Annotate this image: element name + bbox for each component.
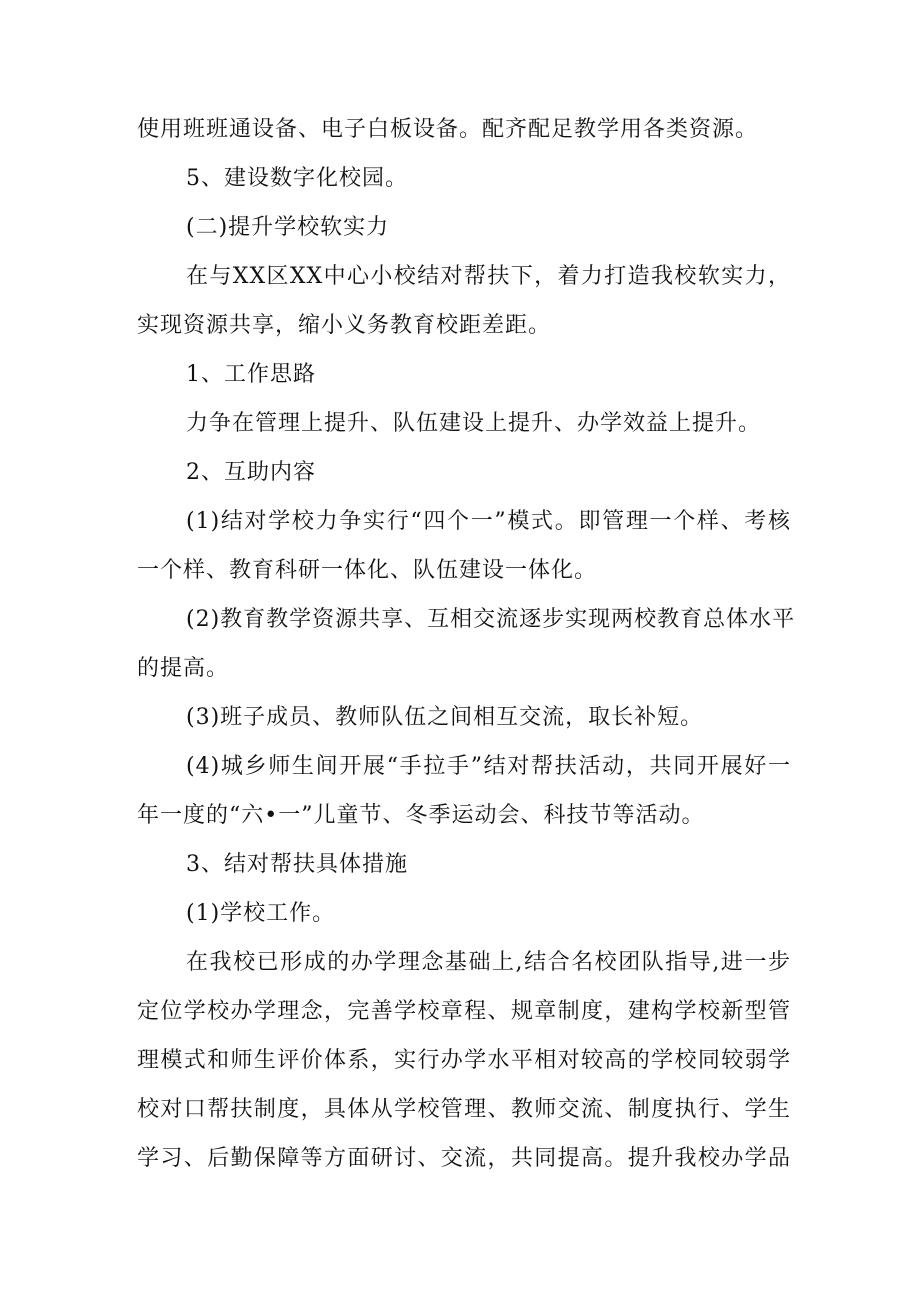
paragraph-line: (3)班子成员、教师队伍之间相互交流，取长补短。 xyxy=(186,705,704,730)
paragraph-line: (2)教育教学资源共享、互相交流逐步实现两校教育总体水平 xyxy=(186,607,796,632)
paragraph-line: 使用班班通设备、电子白板设备。配齐配足教学用各类资源。 xyxy=(137,117,759,142)
section-heading: 2、互助内容 xyxy=(186,460,316,485)
paragraph-line: (4)城乡师生间开展“手拉手”结对帮扶活动，共同开展好一 xyxy=(186,754,791,779)
section-heading: (二)提升学校软实力 xyxy=(186,215,390,240)
paragraph-line: 年一度的“六•一”儿童节、冬季运动会、科技节等活动。 xyxy=(137,803,705,828)
paragraph-line: 力争在管理上提升、队伍建设上提升、办学效益上提升。 xyxy=(186,411,762,436)
paragraph-line: 理模式和师生评价体系，实行办学水平相对较高的学校同较弱学 xyxy=(137,1048,791,1073)
paragraph-line: 在我校已形成的办学理念基础上,结合名校团队指导,进一步 xyxy=(186,950,791,975)
section-heading: 3、结对帮扶具体措施 xyxy=(186,852,408,877)
section-heading: (1)学校工作。 xyxy=(186,901,336,926)
paragraph-line: 校对口帮扶制度，具体从学校管理、教师交流、制度执行、学生 xyxy=(137,1097,791,1122)
paragraph-line: 实现资源共享，缩小义务教育校距差距。 xyxy=(137,313,552,338)
section-heading: 5、建设数字化校园。 xyxy=(186,166,408,191)
paragraph-line: 定位学校办学理念，完善学校章程、规章制度，建构学校新型管 xyxy=(137,999,791,1024)
paragraph-line: 一个样、教育科研一体化、队伍建设一体化。 xyxy=(137,558,598,583)
paragraph-line: 学习、后勤保障等方面研讨、交流，共同提高。提升我校办学品 xyxy=(137,1146,791,1171)
paragraph-line: 的提高。 xyxy=(137,656,230,681)
paragraph-line: 在与XX区XX中心小校结对帮扶下，着力打造我校软实力， xyxy=(186,264,791,289)
paragraph-line: (1)结对学校力争实行“四个一”模式。即管理一个样、考核 xyxy=(186,509,791,534)
section-heading: 1、工作思路 xyxy=(186,362,316,387)
